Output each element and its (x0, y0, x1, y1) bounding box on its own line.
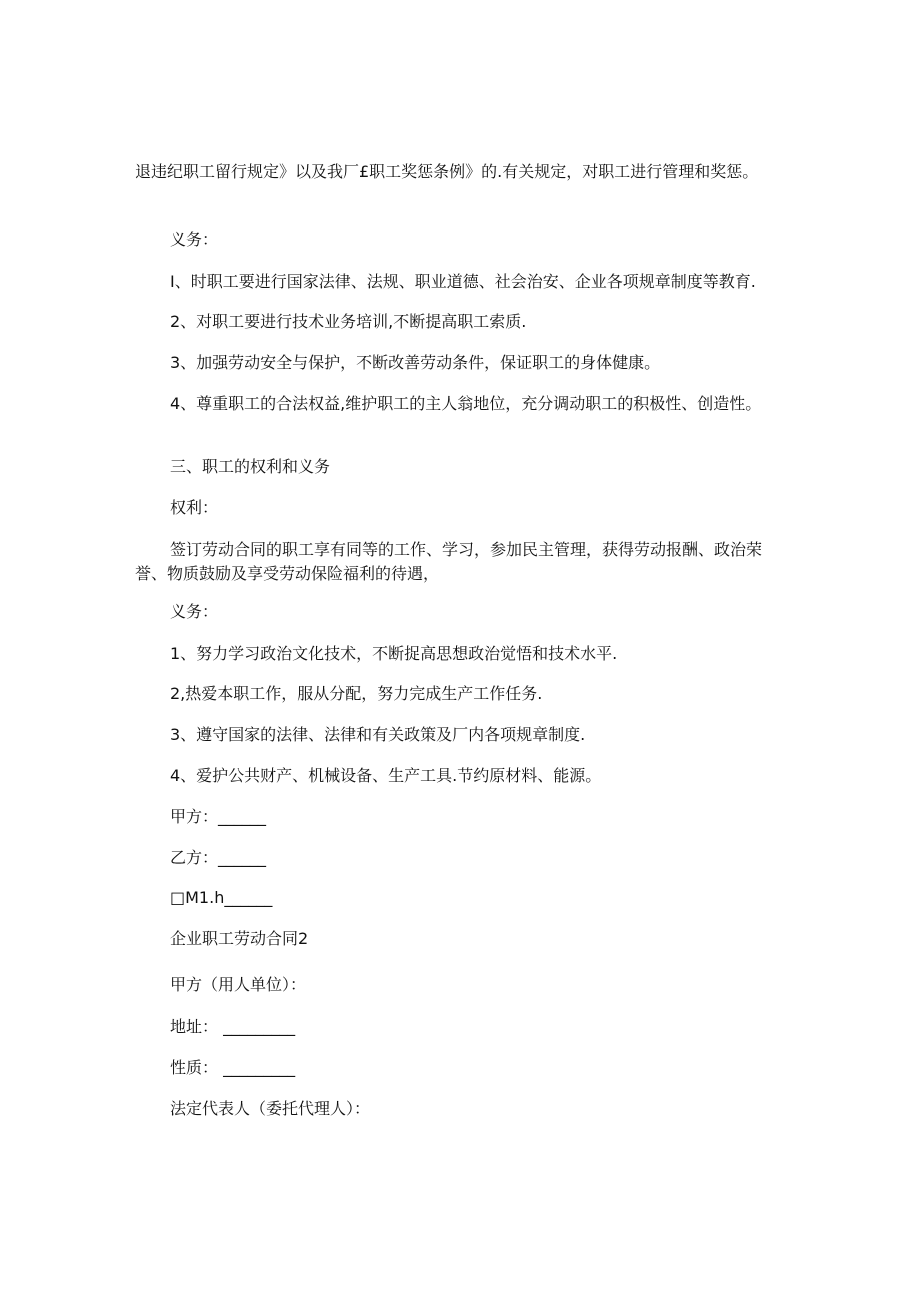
list-item-employee-3: 3、遵守国家的法律、法律和有关政策及厂内各项规章制度. (170, 725, 586, 744)
heading-obligations-employee: 义务： (170, 602, 219, 621)
date-signature: □M1.h______ (170, 888, 273, 907)
list-item-employee-1: 1、努力学习政治文化技术，不断捉高思想政治觉悟和技术水平. (170, 644, 618, 663)
party-a-signature: 甲方：______ (170, 807, 267, 826)
paragraph-penalty-rules: 退违纪职工留行规定》以及我厂£职工奖惩条例》的.有关规定，对职工进行管理和奖惩。 (135, 162, 759, 181)
address-field: 地址： _________ (170, 1017, 296, 1036)
list-item-employee-2: 2,热爱本职工作，服从分配，努力完成生产工作任务. (170, 684, 543, 703)
contract-title-2: 企业职工劳动合同2 (170, 929, 309, 948)
list-item-employer-1: I、时职工要进行国家法律、法规、职业道德、社会治安、企业各项规章制度等教育. (170, 272, 756, 291)
list-item-employer-2: 2、对职工要进行技术业务培训,不断提高职工索质. (170, 312, 527, 331)
party-b-signature: 乙方：______ (170, 848, 267, 867)
party-a-employer: 甲方（用人单位）： (170, 975, 307, 994)
list-item-employer-4: 4、尊重职工的合法权益,维护职工的主人翁地位，充分调动职工的积极性、创造性。 (170, 394, 762, 413)
paragraph-rights: 签订劳动合同的职工享有同等的工作、学习，参加民主管理，获得劳动报酬、政治荣誉、物质鼓励及享受劳动保险福利的待遇， (135, 540, 763, 583)
nature-field: 性质： _________ (170, 1058, 296, 1077)
legal-representative-field: 法定代表人（委托代理人）： (170, 1099, 371, 1118)
list-item-employee-4: 4、爱护公共财产、机械设备、生产工具.节约原材料、能源。 (170, 766, 602, 785)
list-item-employer-3: 3、加强劳动安全与保护，不断改善劳动条件，保证职工的身体健康。 (170, 353, 661, 372)
section-heading-employee-rights: 三、职工的权利和义务 (170, 457, 331, 476)
heading-obligations-employer: 义务： (170, 230, 219, 249)
heading-rights: 权利： (170, 498, 219, 517)
